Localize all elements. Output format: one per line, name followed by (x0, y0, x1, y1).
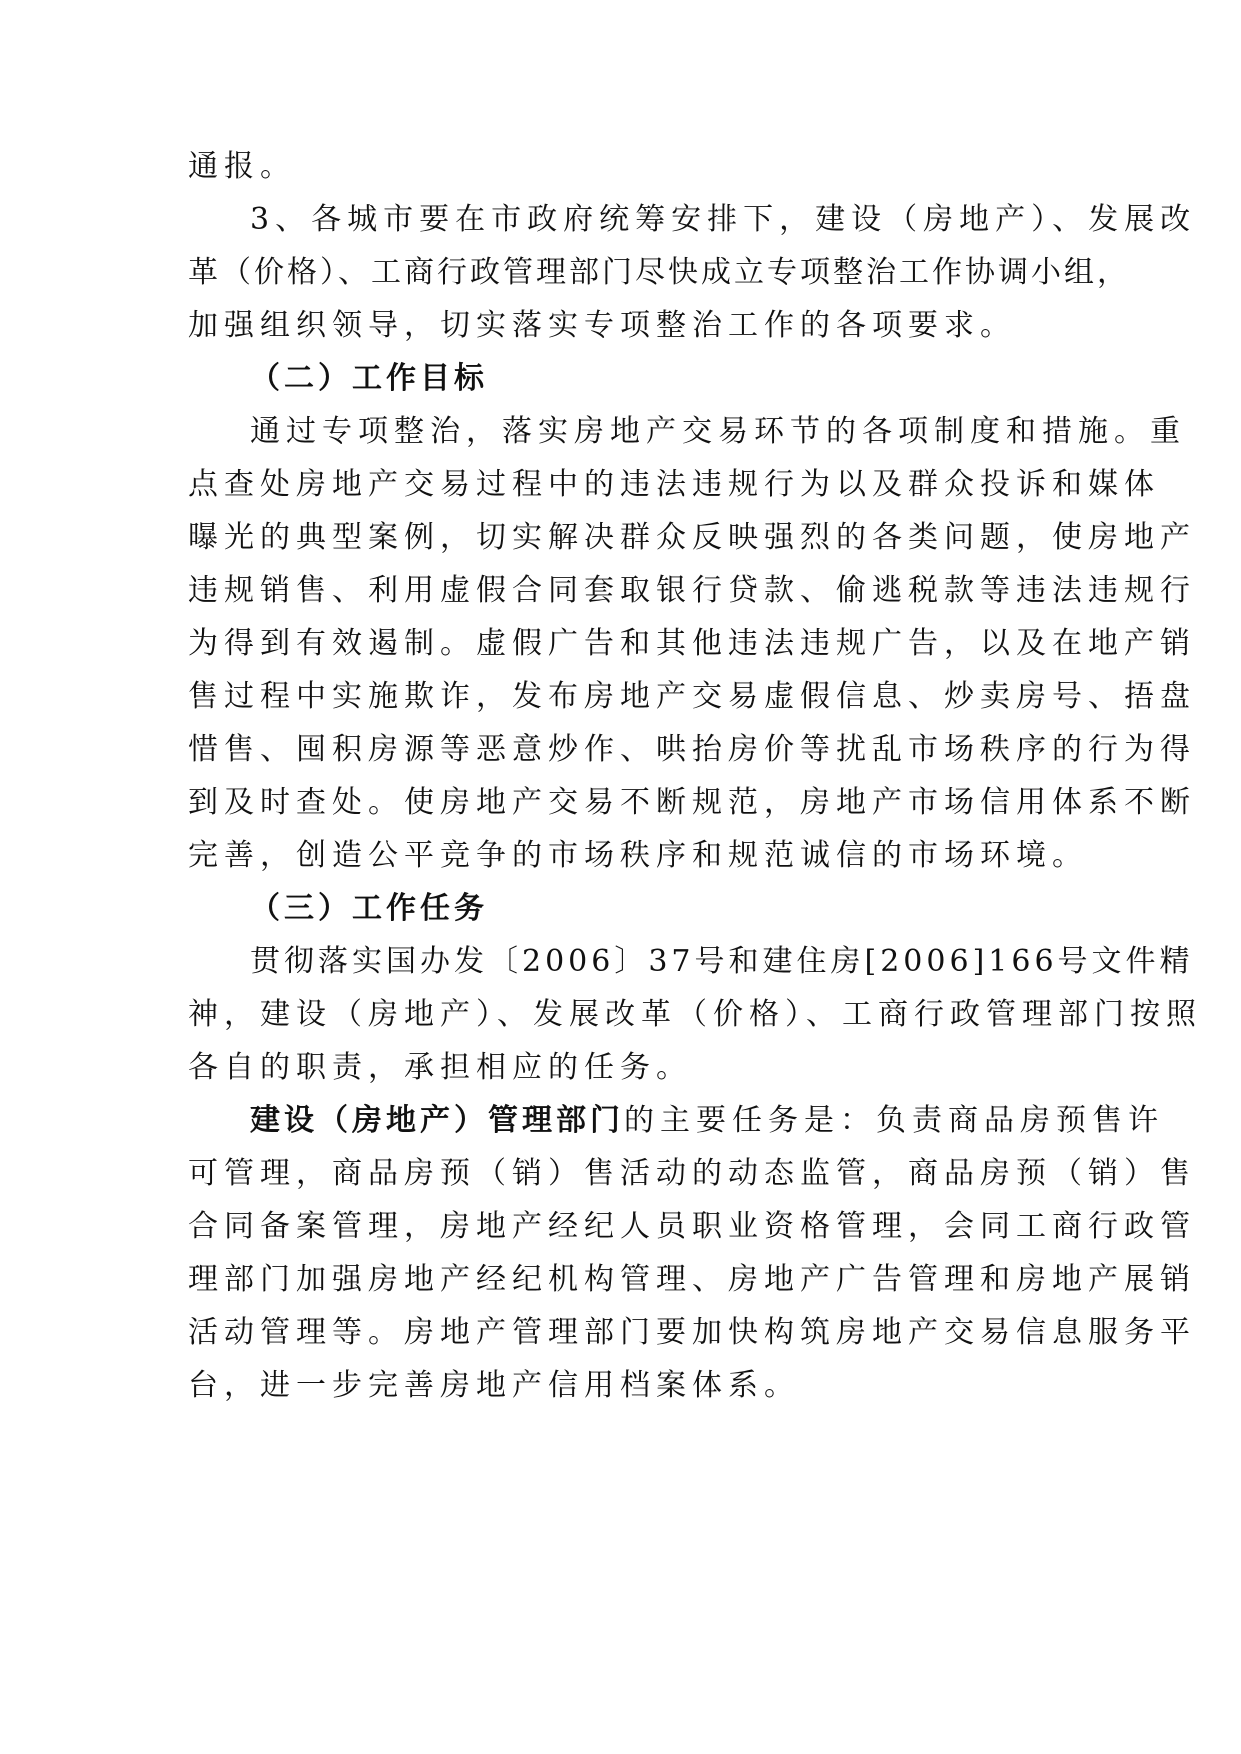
paragraph-line: 违规销售、利用虚假合同套取银行贷款、偷逃税款等违法违规行 (188, 573, 1196, 608)
paragraph-line: 通过专项整治，落实房地产交易环节的各项制度和措施。重 (250, 414, 1186, 449)
paragraph-line: 贯彻落实国办发〔2006〕37号和建住房[2006]166号文件精 (250, 944, 1194, 979)
paragraph-text: 的主要任务是：负责商品房预售许 (624, 1103, 1164, 1138)
paragraph-line: 3、各城市要在市政府统筹安排下，建设（房地产）、发展改 (250, 202, 1197, 237)
paragraph-line: 合同备案管理，房地产经纪人员职业资格管理，会同工商行政管 (188, 1209, 1196, 1244)
paragraph-line: 曝光的典型案例，切实解决群众反映强烈的各类问题，使房地产 (188, 520, 1196, 555)
paragraph-line: 通报。 (188, 149, 296, 184)
paragraph-line: 到及时查处。使房地产交易不断规范，房地产市场信用体系不断 (188, 785, 1196, 820)
paragraph-line: 点查处房地产交易过程中的违法违规行为以及群众投诉和媒体 (188, 467, 1160, 502)
bold-department-label: 建设（房地产）管理部门 (250, 1103, 624, 1138)
paragraph-line: 加强组织领导，切实落实专项整治工作的各项要求。 (188, 308, 1016, 343)
paragraph-line: 为得到有效遏制。虚假广告和其他违法违规广告，以及在地产销 (188, 626, 1196, 661)
paragraph-line: 可管理，商品房预（销）售活动的动态监管，商品房预（销）售 (188, 1156, 1196, 1191)
section-heading-2: （二）工作目标 (250, 361, 488, 396)
paragraph-line: 完善，创造公平竞争的市场秩序和规范诚信的市场环境。 (188, 838, 1088, 873)
paragraph-line: 革（价格）、工商行政管理部门尽快成立专项整治工作协调小组， (188, 255, 1130, 290)
paragraph-line (250, 1101, 1164, 1141)
section-heading-3: （三）工作任务 (250, 891, 488, 926)
paragraph-line: 各自的职责，承担相应的任务。 (188, 1050, 692, 1085)
paragraph-line: 惜售、囤积房源等恶意炒作、哄抬房价等扰乱市场秩序的行为得 (188, 732, 1196, 767)
paragraph-line: 神，建设（房地产）、发展改革（价格）、工商行政管理部门按照 (188, 997, 1202, 1032)
paragraph-line: 台，进一步完善房地产信用档案体系。 (188, 1368, 800, 1403)
paragraph-line: 售过程中实施欺诈，发布房地产交易虚假信息、炒卖房号、捂盘 (188, 679, 1196, 714)
paragraph-line: 活动管理等。房地产管理部门要加快构筑房地产交易信息服务平 (188, 1315, 1196, 1350)
paragraph-line: 理部门加强房地产经纪机构管理、房地产广告管理和房地产展销 (188, 1262, 1196, 1297)
